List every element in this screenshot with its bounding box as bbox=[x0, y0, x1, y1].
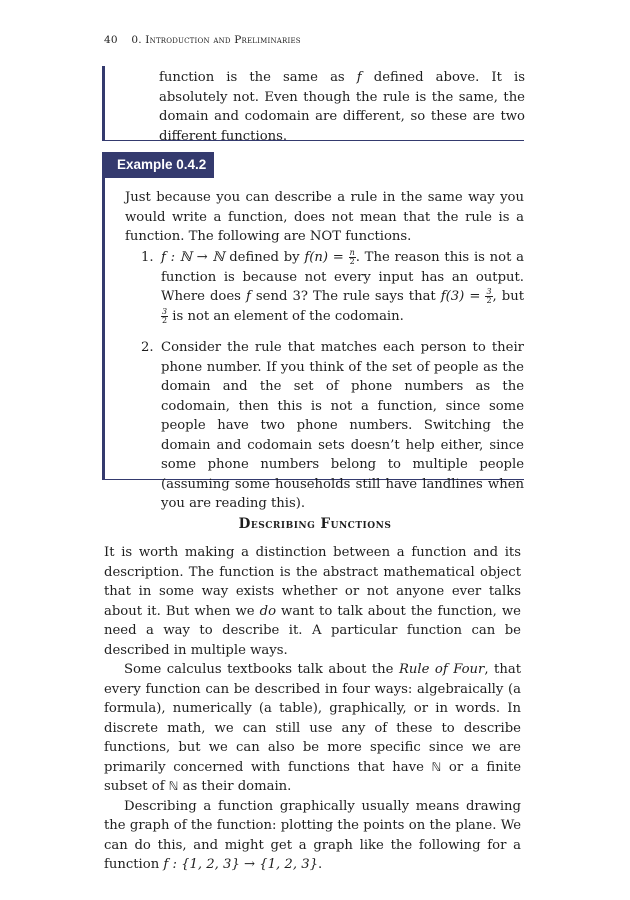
paragraph: It is worth making a distinction between a function and its description. The function is the abstract mathematical object that in some way exists whether or not anyone ever talks about it. But when we do want to talk about the function, we need a way to describe it. A particular function can be described in multiple ways. bbox=[104, 545, 521, 658]
fraction: $\frac{n}{2}$ bbox=[349, 248, 355, 266]
page-number: 40 bbox=[104, 34, 118, 46]
fraction: $\frac{3}{2}$ bbox=[162, 306, 168, 325]
list-item: 1. f : ℕ → ℕ defined by f(n) = $\frac{n}{2}$ . The reason this is not a function is because not every input has an output. Where does f send 3? The rule says that f(3) = $\frac{3}{2}$ , but $\frac{3}{2}$ is not an element of the codomain. bbox=[141, 248, 525, 325]
fraction: $\frac{3}{2}$ bbox=[486, 287, 492, 305]
section-title: Describing Functions bbox=[238, 516, 392, 532]
example-intro: Just because you can describe a rule in the same way you would write a function, does not mean that the rule is a function. The following are NOT functions. bbox=[125, 190, 524, 244]
example-label: Example 0.4.2 bbox=[102, 152, 214, 178]
body-text bbox=[104, 543, 521, 875]
paragraph: Some calculus textbooks talk about the Rule of Four, that every function can be described in four ways: algebraically (a formula), numerically (a table), graphically, or in words. In discrete math, we can still use any of these to describe functions, but we can also be more specific since we are primarily concerned with functions that have ℕ or a finite subset of ℕ as their domain. bbox=[104, 662, 522, 794]
section-heading: 0. Introduction and Preliminaries bbox=[131, 34, 301, 46]
paragraph: Describing a function graphically usually means drawing the graph of the function: plotting the points on the plane. We can do this, and might get a graph like the following for a function f : {1, 2, 3} → {1, 2, 3}. bbox=[104, 798, 521, 872]
list-item: 2. Consider the rule that matches each person to their phone number. If you think of the set of people as the domain and the set of phone numbers as the codomain, then this is not a function, since some people have two phone numbers. Switching the domain and codomain sets doesn’t help either, since some phone numbers belong to multiple people (assuming some households still have landlines when you are reading this). bbox=[141, 340, 524, 511]
continued-paragraph: function is the same as f defined above. It is absolutely not. Even though the rule is the same, the domain and codomain are different, so these are two different functions. bbox=[159, 70, 525, 144]
running-header bbox=[104, 34, 301, 46]
continued-example-box bbox=[102, 66, 525, 144]
example-box bbox=[102, 152, 525, 511]
example-list bbox=[131, 248, 524, 526]
